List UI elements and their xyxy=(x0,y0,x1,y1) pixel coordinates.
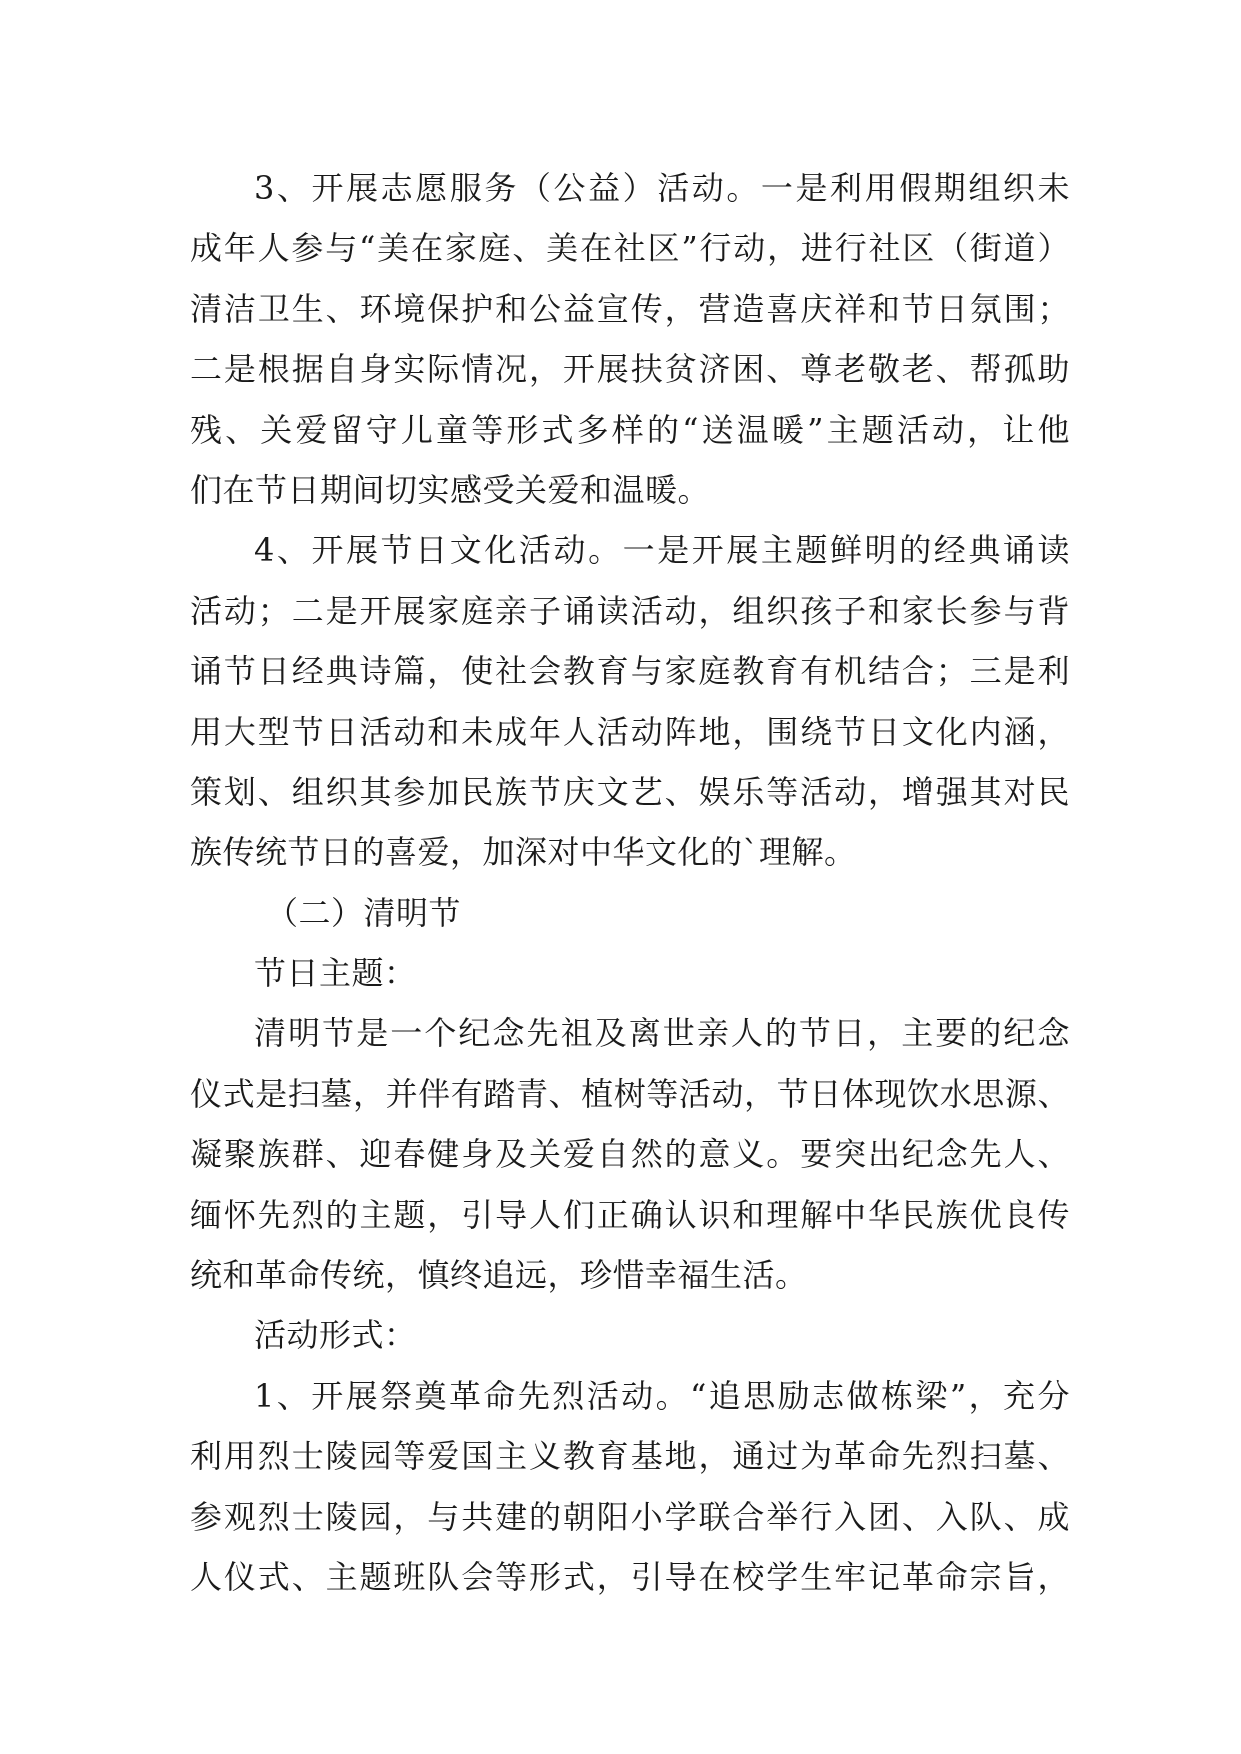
text-line: 族传统节日的喜爱，加深对中华文化的`理解。 xyxy=(190,833,857,872)
text-line: （二）清明节 xyxy=(266,893,462,932)
text-line: 二是根据自身实际情况，开展扶贫济困、尊老敬老、帮孤助 xyxy=(190,350,1070,389)
text-line: 3、开展志愿服务（公益）活动。一是利用假期组织未 xyxy=(254,169,1070,207)
text-line: 仪式是扫墓，并伴有踏青、植树等活动，节日体现饮水思源、 xyxy=(190,1074,1070,1113)
text-line: 参观烈士陵园，与共建的朝阳小学联合举行入团、入队、成 xyxy=(190,1497,1070,1536)
text-line: 们在节日期间切实感受关爱和温暖。 xyxy=(190,470,711,509)
text-line: 清洁卫生、环境保护和公益宣传，营造喜庆祥和节日氛围； xyxy=(190,289,1070,328)
text-line: 人仪式、主题班队会等形式，引导在校学生牢记革命宗旨， xyxy=(190,1557,1070,1596)
text-line: 残、关爱留守儿童等形式多样的“送温暖”主题活动，让他 xyxy=(190,410,1070,449)
document-body xyxy=(190,158,1070,1607)
text-line: 诵节日经典诗篇，使社会教育与家庭教育有机结合；三是利 xyxy=(190,652,1070,691)
text-line: 活动；二是开展家庭亲子诵读活动，组织孩子和家长参与背 xyxy=(190,591,1070,630)
text-line: 凝聚族群、迎春健身及关爱自然的意义。要突出纪念先人、 xyxy=(190,1135,1070,1174)
text-line: 清明节是一个纪念先祖及离世亲人的节日，主要的纪念 xyxy=(254,1014,1070,1053)
text-line: 缅怀先烈的主题，引导人们正确认识和理解中华民族优良传 xyxy=(190,1195,1070,1234)
text-line: 策划、组织其参加民族节庆文艺、娱乐等活动，增强其对民 xyxy=(190,772,1070,811)
text-line: 利用烈士陵园等爱国主义教育基地，通过为革命先烈扫墓、 xyxy=(190,1437,1070,1476)
text-line: 节日主题： xyxy=(254,954,417,993)
text-line: 活动形式： xyxy=(254,1316,417,1355)
text-line: 成年人参与“美在家庭、美在社区”行动，进行社区（街道） xyxy=(190,229,1070,268)
text-line: 4、开展节日文化活动。一是开展主题鲜明的经典诵读 xyxy=(254,531,1070,570)
text-line: 统和革命传统，慎终追远，珍惜幸福生活。 xyxy=(190,1256,808,1295)
text-line: 用大型节日活动和未成年人活动阵地，围绕节日文化内涵， xyxy=(190,712,1070,751)
text-line: 1、开展祭奠革命先烈活动。“追思励志做栋梁”，充分 xyxy=(254,1376,1070,1415)
